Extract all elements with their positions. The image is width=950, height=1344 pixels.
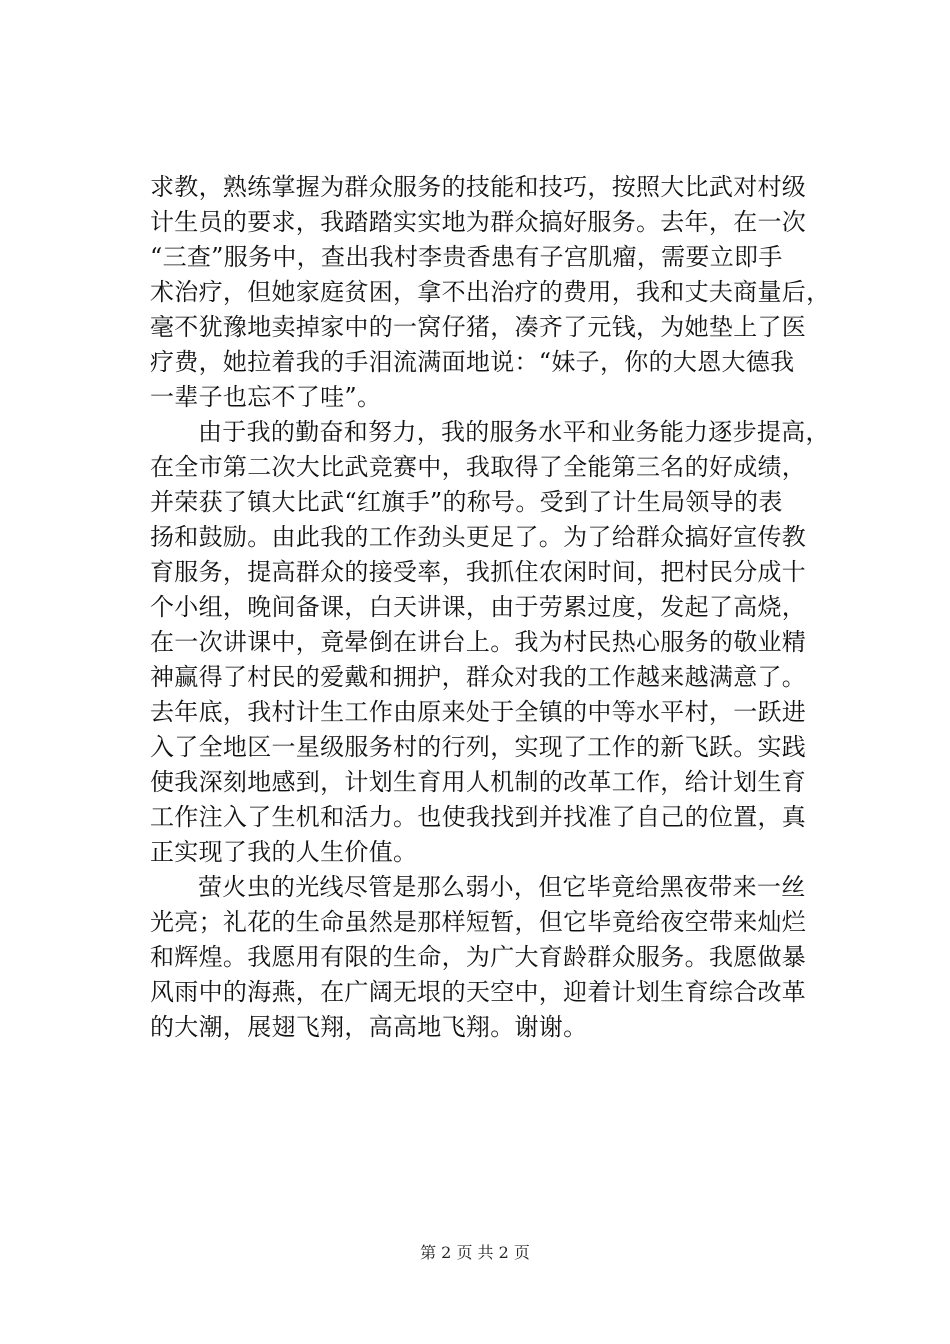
text-line: 光亮；礼花的生命虽然是那样短暂，但它毕竟给夜空带来灿烂 [150, 908, 807, 936]
page-indicator: 第 2 页 共 2 页 [420, 1243, 530, 1262]
text-line: 疗费，她拉着我的手泪流满面地说：“妹子，你的大恩大德我 [150, 348, 795, 376]
text-line: 去年底，我村计生工作由原来处于全镇的中等水平村，一跃进 [150, 698, 807, 726]
paragraph-3 [150, 870, 830, 1045]
text-line: 由于我的勤奋和努力，我的服务水平和业务能力逐步提高， [198, 418, 830, 446]
text-line: 工作注入了生机和活力。也使我找到并找准了自己的位置，真 [150, 803, 807, 831]
text-line: 在一次讲课中，竟晕倒在讲台上。我为村民热心服务的敬业精 [150, 628, 807, 656]
text-line: 术治疗，但她家庭贫困，拿不出治疗的费用，我和丈夫商量后， [150, 278, 831, 306]
text-line: 神赢得了村民的爱戴和拥护，群众对我的工作越来越满意了。 [150, 663, 807, 691]
text-line: 毫不犹豫地卖掉家中的一窝仔猪，凑齐了元钱，为她垫上了医 [150, 313, 807, 341]
text-line: “三查”服务中，查出我村李贵香患有子宫肌瘤，需要立即手 [150, 243, 783, 271]
paragraph-2 [150, 415, 830, 870]
document-body [150, 170, 830, 1045]
paragraph-1 [150, 170, 830, 415]
text-line: 一辈子也忘不了哇”。 [150, 383, 382, 411]
text-line: 个小组，晚间备课，白天讲课，由于劳累过度，发起了高烧， [150, 593, 807, 621]
text-line: 计生员的要求，我踏踏实实地为群众搞好服务。去年，在一次 [150, 208, 807, 236]
page-footer [0, 1243, 950, 1263]
text-line: 风雨中的海燕，在广阔无垠的天空中，迎着计划生育综合改革 [150, 978, 807, 1006]
text-line: 求教，熟练掌握为群众服务的技能和技巧，按照大比武对村级 [150, 173, 807, 201]
text-line: 的大潮，展翅飞翔，高高地飞翔。谢谢。 [150, 1013, 588, 1041]
text-line: 萤火虫的光线尽管是那么弱小，但它毕竟给黑夜带来一丝 [198, 873, 806, 901]
text-line: 和辉煌。我愿用有限的生命，为广大育龄群众服务。我愿做暴 [150, 943, 807, 971]
text-line: 在全市第二次大比武竞赛中，我取得了全能第三名的好成绩， [150, 453, 807, 481]
text-line: 育服务，提高群众的接受率，我抓住农闲时间，把村民分成十 [150, 558, 807, 586]
text-line: 使我深刻地感到，计划生育用人机制的改革工作，给计划生育 [150, 768, 807, 796]
text-line: 入了全地区一星级服务村的行列，实现了工作的新飞跃。实践 [150, 733, 807, 761]
text-line: 扬和鼓励。由此我的工作劲头更足了。为了给群众搞好宣传教 [150, 523, 807, 551]
text-line: 正实现了我的人生价值。 [150, 838, 418, 866]
text-line: 并荣获了镇大比武“红旗手”的称号。受到了计生局领导的表 [150, 488, 783, 516]
